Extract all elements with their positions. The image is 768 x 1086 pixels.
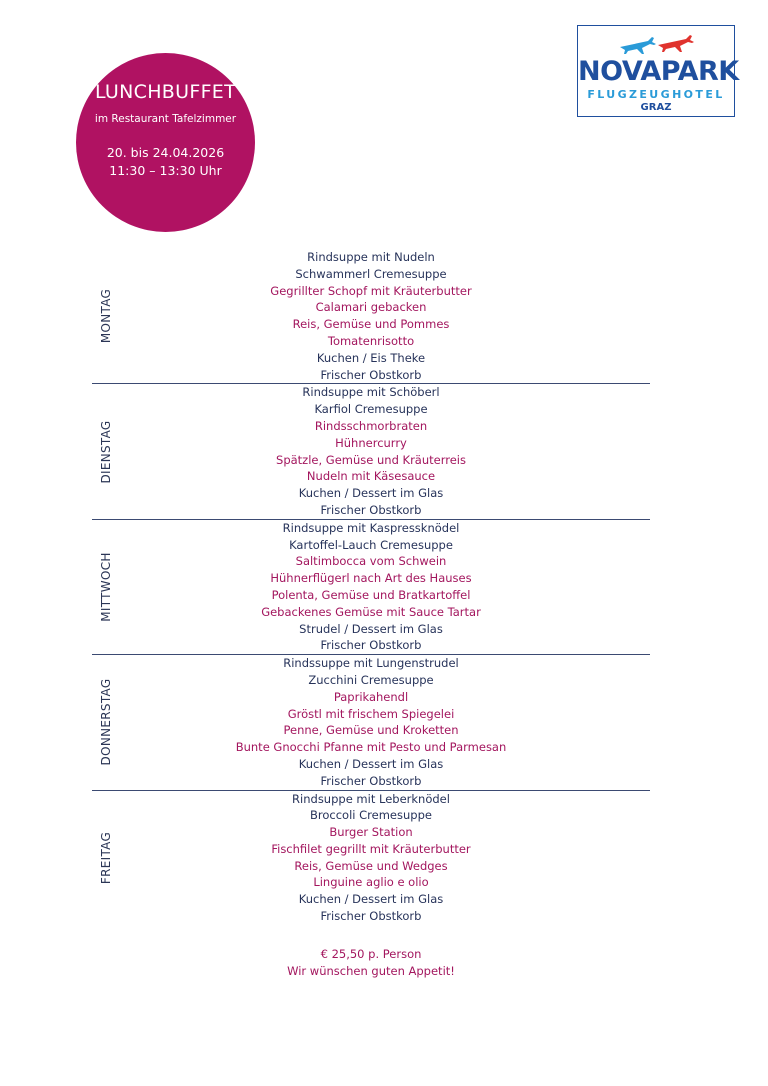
weekly-menu bbox=[92, 249, 650, 925]
dish-item: Tomatenrisotto bbox=[327, 333, 415, 348]
dish-item: Rindsuppe mit Leberknödel bbox=[292, 791, 450, 806]
dish-item: Fischfilet gegrillt mit Kräuterbutter bbox=[271, 841, 471, 856]
badge-title: LUNCHBUFFET bbox=[94, 81, 237, 103]
dish-item: Strudel / Dessert im Glas bbox=[299, 621, 443, 636]
lunchbuffet-badge bbox=[76, 53, 255, 232]
price-text: € 25,50 p. Person bbox=[320, 947, 422, 961]
logo-name: NOVAPARK bbox=[578, 56, 739, 87]
dish-item: Hühnerflügerl nach Art des Hauses bbox=[270, 571, 472, 586]
dish-list bbox=[92, 384, 650, 518]
dish-item: Kuchen / Dessert im Glas bbox=[298, 892, 444, 907]
dish-item: Hühnercurry bbox=[335, 435, 407, 450]
day-section-dienstag bbox=[92, 384, 650, 519]
dish-item: Reis, Gemüse und Wedges bbox=[294, 858, 448, 873]
dish-item: Polenta, Gemüse und Bratkartoffel bbox=[271, 587, 471, 602]
dish-item: Paprikahendl bbox=[333, 689, 409, 704]
badge-time: 11:30 – 13:30 Uhr bbox=[109, 163, 222, 178]
dish-item: Rindsuppe mit Kaspressknödel bbox=[282, 520, 460, 535]
dish-item: Frischer Obstkorb bbox=[320, 638, 422, 653]
dish-item: Kartoffel-Lauch Cremesuppe bbox=[289, 537, 453, 552]
dish-item: Frischer Obstkorb bbox=[320, 773, 422, 788]
dish-item: Rindsuppe mit Schöberl bbox=[302, 385, 440, 400]
dish-item: Frischer Obstkorb bbox=[320, 367, 422, 382]
day-label: DIENSTAG bbox=[99, 420, 113, 484]
badge-dates: 20. bis 24.04.2026 bbox=[106, 145, 225, 160]
plane-icons bbox=[618, 32, 698, 56]
dish-item: Gröstl mit frischem Spiegelei bbox=[287, 706, 455, 721]
dish-item: Reis, Gemüse und Pommes bbox=[292, 317, 450, 332]
dish-list bbox=[92, 791, 650, 925]
day-section-montag bbox=[92, 249, 650, 384]
logo-city: GRAZ bbox=[640, 102, 672, 113]
plane-icon-blue bbox=[620, 37, 656, 54]
dish-item: Spätzle, Gemüse und Kräuterreis bbox=[276, 452, 466, 467]
day-label: DONNERSTAG bbox=[99, 678, 113, 766]
dish-item: Bunte Gnocchi Pfanne mit Pesto und Parmesan bbox=[235, 740, 507, 755]
dish-item: Rindsuppe mit Nudeln bbox=[307, 250, 435, 264]
logo-subtitle: FLUGZEUGHOTEL bbox=[587, 88, 725, 101]
dish-list bbox=[92, 249, 650, 383]
dish-item: Rindsschmorbraten bbox=[314, 418, 428, 433]
dish-item: Calamari gebacken bbox=[315, 300, 427, 315]
day-section-mittwoch bbox=[92, 520, 650, 655]
novapark-logo bbox=[577, 25, 739, 117]
dish-item: Linguine aglio e olio bbox=[313, 875, 429, 890]
dish-item: Frischer Obstkorb bbox=[320, 502, 422, 517]
day-section-donnerstag bbox=[92, 655, 650, 790]
dish-item: Zucchini Cremesuppe bbox=[308, 672, 434, 687]
dish-item: Burger Station bbox=[329, 825, 413, 840]
dish-item: Kuchen / Eis Theke bbox=[316, 350, 426, 365]
dish-list bbox=[92, 520, 650, 654]
dish-item: Frischer Obstkorb bbox=[320, 909, 422, 924]
dish-item: Penne, Gemüse und Kroketten bbox=[283, 723, 459, 738]
dish-item: Saltimbocca vom Schwein bbox=[295, 554, 447, 569]
dish-item: Broccoli Cremesuppe bbox=[310, 808, 432, 823]
dish-item: Karfiol Cremesuppe bbox=[314, 402, 428, 417]
appetite-text: Wir wünschen guten Appetit! bbox=[287, 964, 455, 978]
day-label: MITTWOCH bbox=[99, 552, 113, 622]
dish-item: Rindssuppe mit Lungenstrudel bbox=[283, 656, 459, 671]
menu-footer bbox=[92, 946, 650, 980]
plane-icon-red bbox=[658, 35, 694, 52]
day-label: MONTAG bbox=[99, 289, 113, 344]
dish-item: Schwammerl Cremesuppe bbox=[295, 266, 447, 281]
day-label: FREITAG bbox=[99, 831, 113, 884]
dish-item: Gebackenes Gemüse mit Sauce Tartar bbox=[261, 604, 481, 619]
day-section-freitag bbox=[92, 791, 650, 925]
dish-item: Kuchen / Dessert im Glas bbox=[298, 486, 444, 501]
dish-list bbox=[92, 655, 650, 789]
dish-item: Gegrillter Schopf mit Kräuterbutter bbox=[270, 283, 472, 298]
dish-item: Nudeln mit Käsesauce bbox=[306, 469, 436, 484]
dish-item: Kuchen / Dessert im Glas bbox=[298, 756, 444, 771]
badge-subtitle: im Restaurant Tafelzimmer bbox=[94, 113, 237, 125]
